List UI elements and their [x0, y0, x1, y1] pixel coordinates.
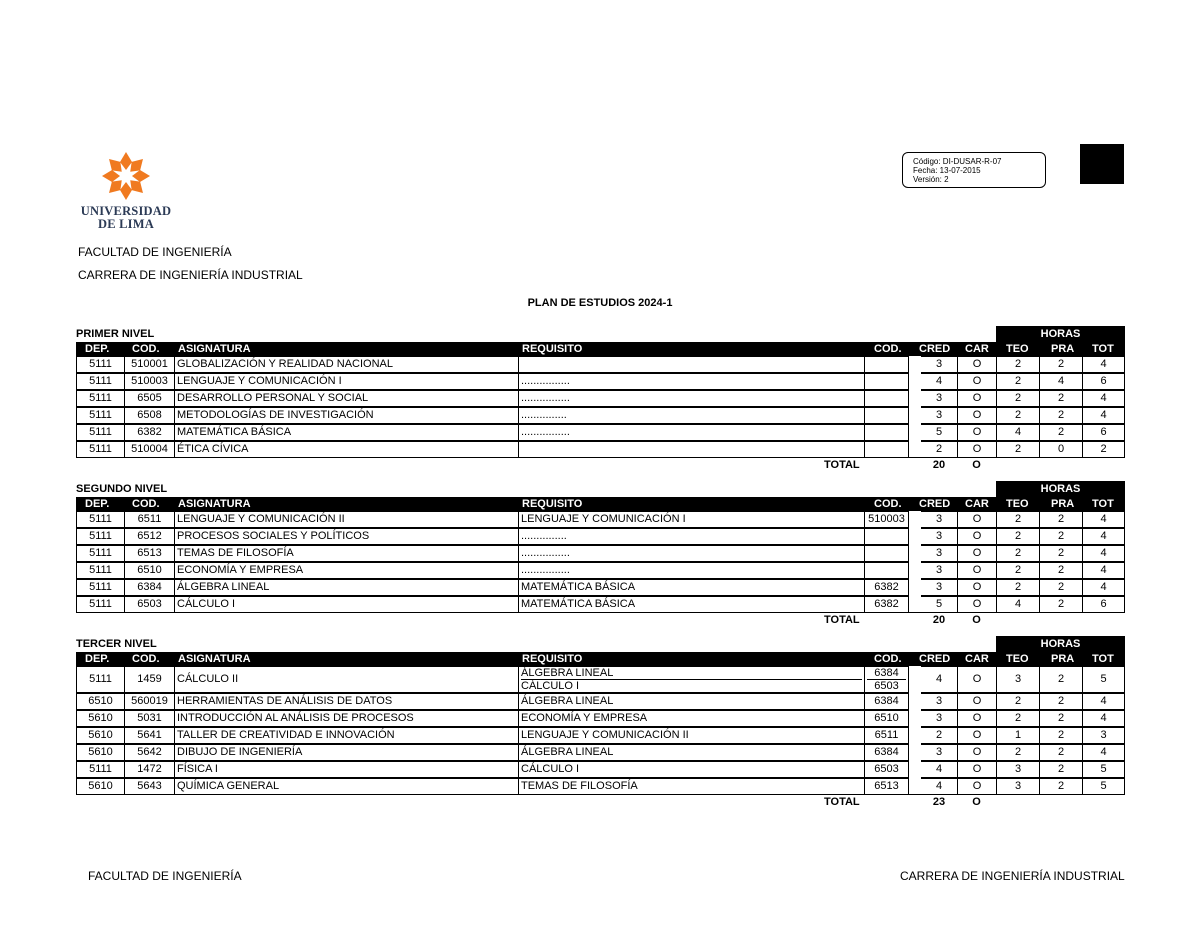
cell-req: MATEMÁTICA BÁSICA — [518, 579, 864, 596]
cell-asig: TEMAS DE FILOSOFÍA — [174, 545, 518, 562]
column-header-requisito: REQUISITO — [522, 653, 583, 665]
total-credits: 20 — [932, 614, 946, 626]
cell-req: ÁLGEBRA LINEAL — [518, 693, 864, 710]
cell-cod: 510004 — [124, 441, 174, 458]
column-header-row — [76, 652, 1125, 666]
level-name: PRIMER NIVEL — [76, 328, 155, 340]
footer-faculty: FACULTAD DE INGENIERÍA — [88, 869, 242, 883]
cell-pra: 2 — [1039, 545, 1082, 562]
column-header-cod: COD. — [132, 498, 160, 510]
cell-asig: TALLER DE CREATIVIDAD E INNOVACIÓN — [174, 727, 518, 744]
cell-pra: 2 — [1039, 596, 1082, 613]
cell-teo: 3 — [996, 666, 1039, 693]
document-version: Versión: 2 — [913, 175, 949, 184]
cell-cred: 4 — [921, 761, 957, 778]
cell-dep: 5111 — [76, 579, 124, 596]
cell-dep: 5111 — [76, 390, 124, 407]
cell-req-cod: 6384 — [864, 744, 909, 761]
logo-petal — [120, 182, 132, 200]
column-header-row — [76, 497, 1125, 511]
cell-req: ................ — [518, 424, 864, 441]
cell-cod: 1459 — [124, 666, 174, 693]
cell-tot: 3 — [1082, 727, 1125, 744]
cell-cod: 5643 — [124, 778, 174, 795]
cell-teo: 2 — [996, 528, 1039, 545]
cell-car: O — [957, 373, 996, 390]
cell-req-cod — [864, 562, 909, 579]
cell-req — [518, 666, 864, 693]
cell-dep: 5111 — [76, 528, 124, 545]
cell-tot: 4 — [1082, 407, 1125, 424]
cell-req-cod: 6382 — [864, 596, 909, 613]
footer-career: CARRERA DE INGENIERÍA INDUSTRIAL — [900, 869, 1125, 883]
cell-dep: 5610 — [76, 778, 124, 795]
cell-teo: 2 — [996, 579, 1039, 596]
cell-asig: LENGUAJE Y COMUNICACIÓN I — [174, 373, 518, 390]
cell-dep: 5111 — [76, 666, 124, 693]
cell-teo: 2 — [996, 390, 1039, 407]
table-row — [76, 744, 1125, 761]
cell-cred: 2 — [921, 727, 957, 744]
cell-req: ................ — [518, 545, 864, 562]
total-car: O — [972, 614, 981, 626]
column-header-asignatura: ASIGNATURA — [178, 498, 251, 510]
cell-tot: 5 — [1082, 666, 1125, 693]
table-bottom-line — [76, 457, 1125, 458]
cell-teo: 2 — [996, 562, 1039, 579]
cell-car: O — [957, 511, 996, 528]
cell-tot: 4 — [1082, 710, 1125, 727]
cell-car: O — [957, 693, 996, 710]
cell-cod: 6382 — [124, 424, 174, 441]
cell-req-cod — [864, 407, 909, 424]
column-header-pra: PRA — [1051, 498, 1075, 510]
cell-asig: PROCESOS SOCIALES Y POLÍTICOS — [174, 528, 518, 545]
column-header-tot: TOT — [1092, 653, 1114, 665]
black-square-mark — [1080, 144, 1124, 184]
cell-req: LENGUAJE Y COMUNICACIÓN I — [518, 511, 864, 528]
cell-tot: 4 — [1082, 744, 1125, 761]
requisite-code-line: 6384 — [874, 667, 899, 679]
cell-req: ............... — [518, 528, 864, 545]
table-row — [76, 778, 1125, 795]
table-row — [76, 579, 1125, 596]
cell-req-cod — [864, 666, 909, 693]
cell-teo: 3 — [996, 761, 1039, 778]
table-row — [76, 424, 1125, 441]
cell-teo: 2 — [996, 693, 1039, 710]
table-row — [76, 373, 1125, 390]
cell-cred: 3 — [921, 407, 957, 424]
total-label: TOTAL — [824, 459, 860, 471]
column-header-cod: COD. — [132, 343, 160, 355]
cell-cod: 6503 — [124, 596, 174, 613]
cell-asig: ECONOMÍA Y EMPRESA — [174, 562, 518, 579]
cell-req-cod — [864, 356, 909, 373]
cell-req-cod: 510003 — [864, 511, 909, 528]
cell-req: ÁLGEBRA LINEAL — [518, 744, 864, 761]
cell-cred: 3 — [921, 693, 957, 710]
cell-asig: GLOBALIZACIÓN Y REALIDAD NACIONAL — [174, 356, 518, 373]
cell-cod: 5642 — [124, 744, 174, 761]
logo-text-line2: DE LIMA — [98, 217, 154, 231]
total-label: TOTAL — [824, 614, 860, 626]
cell-car: O — [957, 727, 996, 744]
cell-asig: HERRAMIENTAS DE ANÁLISIS DE DATOS — [174, 693, 518, 710]
column-header-car: CAR — [965, 498, 989, 510]
cell-cred: 5 — [921, 424, 957, 441]
cell-dep: 5111 — [76, 407, 124, 424]
total-car: O — [972, 796, 981, 808]
column-header-dep: DEP. — [85, 343, 110, 355]
cell-teo: 2 — [996, 545, 1039, 562]
column-header-teo: TEO — [1006, 653, 1029, 665]
cell-cod: 6508 — [124, 407, 174, 424]
cell-asig: QUÍMICA GENERAL — [174, 778, 518, 795]
cell-car: O — [957, 356, 996, 373]
logo-petal — [102, 170, 120, 182]
cell-cod: 510003 — [124, 373, 174, 390]
cell-tot: 4 — [1082, 579, 1125, 596]
cell-cred: 4 — [921, 373, 957, 390]
cell-pra: 2 — [1039, 778, 1082, 795]
cell-req: CÁLCULO I — [518, 761, 864, 778]
cell-asig: ÁLGEBRA LINEAL — [174, 579, 518, 596]
cell-car: O — [957, 390, 996, 407]
logo-petal — [120, 152, 132, 170]
cell-cod: 5641 — [124, 727, 174, 744]
cell-car: O — [957, 761, 996, 778]
cell-car: O — [957, 744, 996, 761]
cell-asig: LENGUAJE Y COMUNICACIÓN II — [174, 511, 518, 528]
cell-tot: 5 — [1082, 778, 1125, 795]
table-row — [76, 761, 1125, 778]
column-header-requisito: REQUISITO — [522, 343, 583, 355]
column-header-car: CAR — [965, 653, 989, 665]
cell-teo: 2 — [996, 441, 1039, 458]
cell-asig: METODOLOGÍAS DE INVESTIGACIÓN — [174, 407, 518, 424]
table-row — [76, 596, 1125, 613]
cell-car: O — [957, 666, 996, 693]
cell-tot: 6 — [1082, 373, 1125, 390]
cell-pra: 2 — [1039, 710, 1082, 727]
cell-cred: 4 — [921, 778, 957, 795]
total-credits: 20 — [932, 459, 946, 471]
column-header-tot: TOT — [1092, 498, 1114, 510]
cell-dep: 5610 — [76, 710, 124, 727]
cell-req-cod: 6384 — [864, 693, 909, 710]
cell-dep: 5111 — [76, 596, 124, 613]
cell-tot: 2 — [1082, 441, 1125, 458]
cell-pra: 2 — [1039, 528, 1082, 545]
cell-req-cod — [864, 373, 909, 390]
table-row — [76, 545, 1125, 562]
cell-cod: 560019 — [124, 693, 174, 710]
cell-dep: 5111 — [76, 562, 124, 579]
cell-req-cod — [864, 424, 909, 441]
column-header-asignatura: ASIGNATURA — [178, 343, 251, 355]
cell-req: TEMAS DE FILOSOFÍA — [518, 778, 864, 795]
horas-header: HORAS — [996, 636, 1125, 652]
document-code: Código: DI-DUSAR-R-07 — [913, 157, 1002, 166]
cell-cod: 6510 — [124, 562, 174, 579]
cell-tot: 4 — [1082, 693, 1125, 710]
cell-car: O — [957, 407, 996, 424]
column-header-req-cod: COD. — [874, 653, 902, 665]
cell-teo: 2 — [996, 373, 1039, 390]
cell-pra: 2 — [1039, 424, 1082, 441]
table-row — [76, 727, 1125, 744]
cell-tot: 6 — [1082, 596, 1125, 613]
cell-req-cod: 6511 — [864, 727, 909, 744]
cell-pra: 2 — [1039, 562, 1082, 579]
cell-cred: 5 — [921, 596, 957, 613]
cell-dep: 5111 — [76, 356, 124, 373]
cell-car: O — [957, 441, 996, 458]
cell-teo: 2 — [996, 511, 1039, 528]
career-name: CARRERA DE INGENIERÍA INDUSTRIAL — [78, 268, 303, 282]
cell-cred: 3 — [921, 710, 957, 727]
column-header-pra: PRA — [1051, 653, 1075, 665]
cell-req-cod — [864, 390, 909, 407]
cell-teo: 1 — [996, 727, 1039, 744]
cell-pra: 2 — [1039, 390, 1082, 407]
column-header-row — [76, 342, 1125, 356]
cell-tot: 4 — [1082, 528, 1125, 545]
university-logo — [76, 150, 176, 232]
table-row — [76, 390, 1125, 407]
faculty-name: FACULTAD DE INGENIERÍA — [78, 245, 232, 259]
cell-tot: 6 — [1082, 424, 1125, 441]
cell-cod: 6511 — [124, 511, 174, 528]
document-code-box — [902, 152, 1046, 188]
cell-pra: 2 — [1039, 727, 1082, 744]
cell-req: ............... — [518, 407, 864, 424]
logo-petal — [132, 170, 150, 182]
column-header-cod: COD. — [132, 653, 160, 665]
column-header-teo: TEO — [1006, 498, 1029, 510]
cell-tot: 4 — [1082, 390, 1125, 407]
cell-pra: 2 — [1039, 511, 1082, 528]
column-header-req-cod: COD. — [874, 343, 902, 355]
logo-text-line1: UNIVERSIDAD — [80, 204, 172, 218]
table-bottom-line — [76, 612, 1125, 613]
cell-dep: 5111 — [76, 373, 124, 390]
cell-car: O — [957, 596, 996, 613]
cell-req-cod — [864, 545, 909, 562]
total-credits: 23 — [932, 796, 946, 808]
cell-teo: 2 — [996, 744, 1039, 761]
column-header-cred: CRED — [919, 343, 951, 355]
cell-tot: 4 — [1082, 545, 1125, 562]
plan-title: PLAN DE ESTUDIOS 2024-1 — [527, 297, 673, 309]
cell-pra: 2 — [1039, 666, 1082, 693]
cell-dep: 5111 — [76, 545, 124, 562]
column-header-dep: DEP. — [85, 498, 110, 510]
cell-cred: 3 — [921, 562, 957, 579]
column-header-cred: CRED — [919, 653, 951, 665]
cell-teo: 4 — [996, 596, 1039, 613]
table-row — [76, 528, 1125, 545]
cell-cred: 3 — [921, 390, 957, 407]
cell-req-cod: 6513 — [864, 778, 909, 795]
cell-cod: 510001 — [124, 356, 174, 373]
cell-req: ECONOMÍA Y EMPRESA — [518, 710, 864, 727]
total-car: O — [972, 459, 981, 471]
cell-dep: 5111 — [76, 761, 124, 778]
column-header-requisito: REQUISITO — [522, 498, 583, 510]
cell-req: ................ — [518, 390, 864, 407]
column-header-car: CAR — [965, 343, 989, 355]
cell-car: O — [957, 710, 996, 727]
university-star-logo-icon — [94, 150, 158, 202]
table-row — [76, 356, 1125, 373]
column-header-cred: CRED — [919, 498, 951, 510]
cell-pra: 2 — [1039, 356, 1082, 373]
table-row — [76, 511, 1125, 528]
cell-cred: 4 — [921, 666, 957, 693]
cell-cred: 2 — [921, 441, 957, 458]
cell-req-cod: 6510 — [864, 710, 909, 727]
cell-tot: 5 — [1082, 761, 1125, 778]
cell-teo: 2 — [996, 407, 1039, 424]
cell-teo: 4 — [996, 424, 1039, 441]
requisite-line: ÁLGEBRA LINEAL — [521, 667, 614, 679]
cell-teo: 2 — [996, 356, 1039, 373]
cell-dep: 5610 — [76, 744, 124, 761]
cell-cod: 5031 — [124, 710, 174, 727]
table-bottom-line — [76, 794, 1125, 795]
column-header-teo: TEO — [1006, 343, 1029, 355]
cell-teo: 3 — [996, 778, 1039, 795]
horas-header: HORAS — [996, 481, 1125, 497]
requisite-line: CÁLCULO I — [521, 679, 862, 692]
cell-tot: 4 — [1082, 562, 1125, 579]
cell-dep: 5111 — [76, 441, 124, 458]
requisite-code-line: 6503 — [867, 679, 906, 692]
cell-cred: 3 — [921, 356, 957, 373]
cell-asig: CÁLCULO II — [174, 666, 518, 693]
total-label: TOTAL — [824, 796, 860, 808]
cell-pra: 2 — [1039, 579, 1082, 596]
cell-asig: DIBUJO DE INGENIERÍA — [174, 744, 518, 761]
cell-dep: 5111 — [76, 424, 124, 441]
cell-car: O — [957, 778, 996, 795]
cell-dep: 5111 — [76, 511, 124, 528]
cell-tot: 4 — [1082, 356, 1125, 373]
horas-header: HORAS — [996, 326, 1125, 342]
cell-req: ................ — [518, 373, 864, 390]
table-row — [76, 666, 1125, 693]
cell-pra: 2 — [1039, 693, 1082, 710]
cell-asig: DESARROLLO PERSONAL Y SOCIAL — [174, 390, 518, 407]
cell-tot: 4 — [1082, 511, 1125, 528]
table-row — [76, 562, 1125, 579]
cell-pra: 0 — [1039, 441, 1082, 458]
cell-cod: 6512 — [124, 528, 174, 545]
cell-req-cod: 6382 — [864, 579, 909, 596]
cell-req: MATEMÁTICA BÁSICA — [518, 596, 864, 613]
cell-cred: 3 — [921, 545, 957, 562]
cell-car: O — [957, 579, 996, 596]
cell-asig: FÍSICA I — [174, 761, 518, 778]
cell-cod: 6505 — [124, 390, 174, 407]
cell-req-cod — [864, 528, 909, 545]
column-header-pra: PRA — [1051, 343, 1075, 355]
cell-asig: CÁLCULO I — [174, 596, 518, 613]
level-name: SEGUNDO NIVEL — [76, 483, 168, 495]
table-row — [76, 441, 1125, 458]
cell-car: O — [957, 528, 996, 545]
level-name: TERCER NIVEL — [76, 638, 157, 650]
cell-teo: 2 — [996, 710, 1039, 727]
cell-req-cod: 6503 — [864, 761, 909, 778]
column-header-dep: DEP. — [85, 653, 110, 665]
table-row — [76, 693, 1125, 710]
cell-pra: 4 — [1039, 373, 1082, 390]
cell-req: ................ — [518, 562, 864, 579]
cell-pra: 2 — [1039, 407, 1082, 424]
cell-cred: 3 — [921, 579, 957, 596]
cell-dep: 5610 — [76, 727, 124, 744]
cell-car: O — [957, 545, 996, 562]
column-header-req-cod: COD. — [874, 498, 902, 510]
table-row — [76, 407, 1125, 424]
cell-car: O — [957, 424, 996, 441]
cell-req — [518, 356, 864, 373]
cell-asig: ÉTICA CÍVICA — [174, 441, 518, 458]
cell-asig: MATEMÁTICA BÁSICA — [174, 424, 518, 441]
cell-cod: 6384 — [124, 579, 174, 596]
cell-pra: 2 — [1039, 744, 1082, 761]
cell-asig: INTRODUCCIÓN AL ANÁLISIS DE PROCESOS — [174, 710, 518, 727]
cell-req: LENGUAJE Y COMUNICACIÓN II — [518, 727, 864, 744]
cell-car: O — [957, 562, 996, 579]
cell-cred: 3 — [921, 744, 957, 761]
column-header-asignatura: ASIGNATURA — [178, 653, 251, 665]
cell-dep: 6510 — [76, 693, 124, 710]
cell-req-cod — [864, 441, 909, 458]
table-row — [76, 710, 1125, 727]
cell-pra: 2 — [1039, 761, 1082, 778]
column-header-tot: TOT — [1092, 343, 1114, 355]
document-date: Fecha: 13-07-2015 — [913, 166, 981, 175]
cell-cred: 3 — [921, 511, 957, 528]
cell-req — [518, 441, 864, 458]
cell-cod: 6513 — [124, 545, 174, 562]
cell-cod: 1472 — [124, 761, 174, 778]
cell-cred: 3 — [921, 528, 957, 545]
